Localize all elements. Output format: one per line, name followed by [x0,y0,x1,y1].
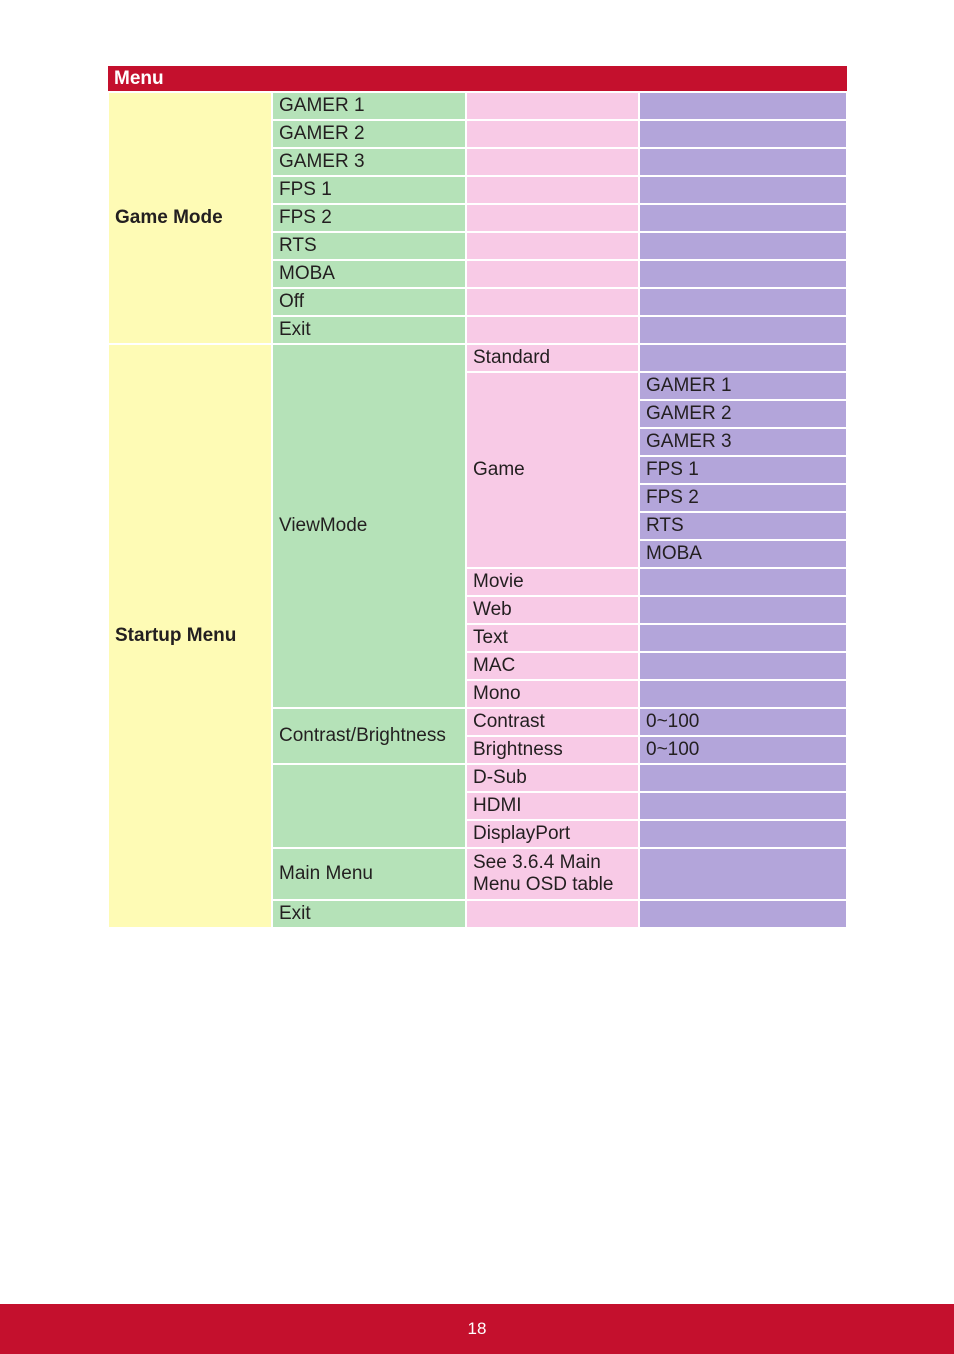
empty-cell [639,176,847,204]
empty-cell [639,316,847,344]
empty-cell [639,792,847,820]
menu-osd-table [107,66,848,929]
viewmode-item: MAC [466,652,639,680]
startup-exit: Exit [272,900,466,928]
game-mode-item: FPS 2 [272,204,466,232]
table-header: Menu [108,66,847,92]
empty-cell [466,148,639,176]
viewmode-game-item: GAMER 3 [639,428,847,456]
game-mode-item: FPS 1 [272,176,466,204]
viewmode-game-label: Game [466,372,639,568]
empty-cell [272,764,466,848]
empty-cell [466,900,639,928]
brightness-range: 0~100 [639,736,847,764]
input-item: D-Sub [466,764,639,792]
empty-cell [639,764,847,792]
brightness-label: Brightness [466,736,639,764]
empty-cell [639,680,847,708]
viewmode-game-item: GAMER 1 [639,372,847,400]
empty-cell [639,92,847,120]
empty-cell [639,204,847,232]
input-item: DisplayPort [466,820,639,848]
input-item: HDMI [466,792,639,820]
empty-cell [466,204,639,232]
empty-cell [639,596,847,624]
viewmode-game-item: FPS 1 [639,456,847,484]
game-mode-item: GAMER 2 [272,120,466,148]
main-menu-ref: See 3.6.4 Main Menu OSD table [466,848,639,900]
empty-cell [466,316,639,344]
viewmode-item: Movie [466,568,639,596]
main-menu-label: Main Menu [272,848,466,900]
empty-cell [639,344,847,372]
viewmode-item: Web [466,596,639,624]
empty-cell [466,176,639,204]
game-mode-item: Off [272,288,466,316]
game-mode-item: GAMER 1 [272,92,466,120]
empty-cell [639,148,847,176]
viewmode-label: ViewMode [272,344,466,708]
empty-cell [639,232,847,260]
viewmode-game-item: GAMER 2 [639,400,847,428]
contrast-brightness-label: Contrast/Brightness [272,708,466,764]
viewmode-item: Text [466,624,639,652]
empty-cell [639,900,847,928]
table-row [108,92,847,120]
game-mode-item: Exit [272,316,466,344]
viewmode-item: Mono [466,680,639,708]
contrast-label: Contrast [466,708,639,736]
empty-cell [466,92,639,120]
viewmode-game-item: FPS 2 [639,484,847,512]
contrast-range: 0~100 [639,708,847,736]
empty-cell [466,120,639,148]
table-row [108,344,847,372]
empty-cell [466,260,639,288]
empty-cell [639,848,847,900]
empty-cell [639,820,847,848]
empty-cell [639,652,847,680]
empty-cell [639,288,847,316]
game-mode-item: MOBA [272,260,466,288]
empty-cell [639,120,847,148]
viewmode-game-item: RTS [639,512,847,540]
game-mode-item: RTS [272,232,466,260]
empty-cell [639,624,847,652]
viewmode-game-item: MOBA [639,540,847,568]
page-number: 18 [467,1319,487,1338]
empty-cell [639,568,847,596]
empty-cell [639,260,847,288]
game-mode-label: Game Mode [108,92,272,344]
header-row [108,66,847,92]
game-mode-item: GAMER 3 [272,148,466,176]
startup-menu-label: Startup Menu [108,344,272,928]
page-footer [0,1304,954,1354]
viewmode-standard: Standard [466,344,639,372]
empty-cell [466,288,639,316]
empty-cell [466,232,639,260]
